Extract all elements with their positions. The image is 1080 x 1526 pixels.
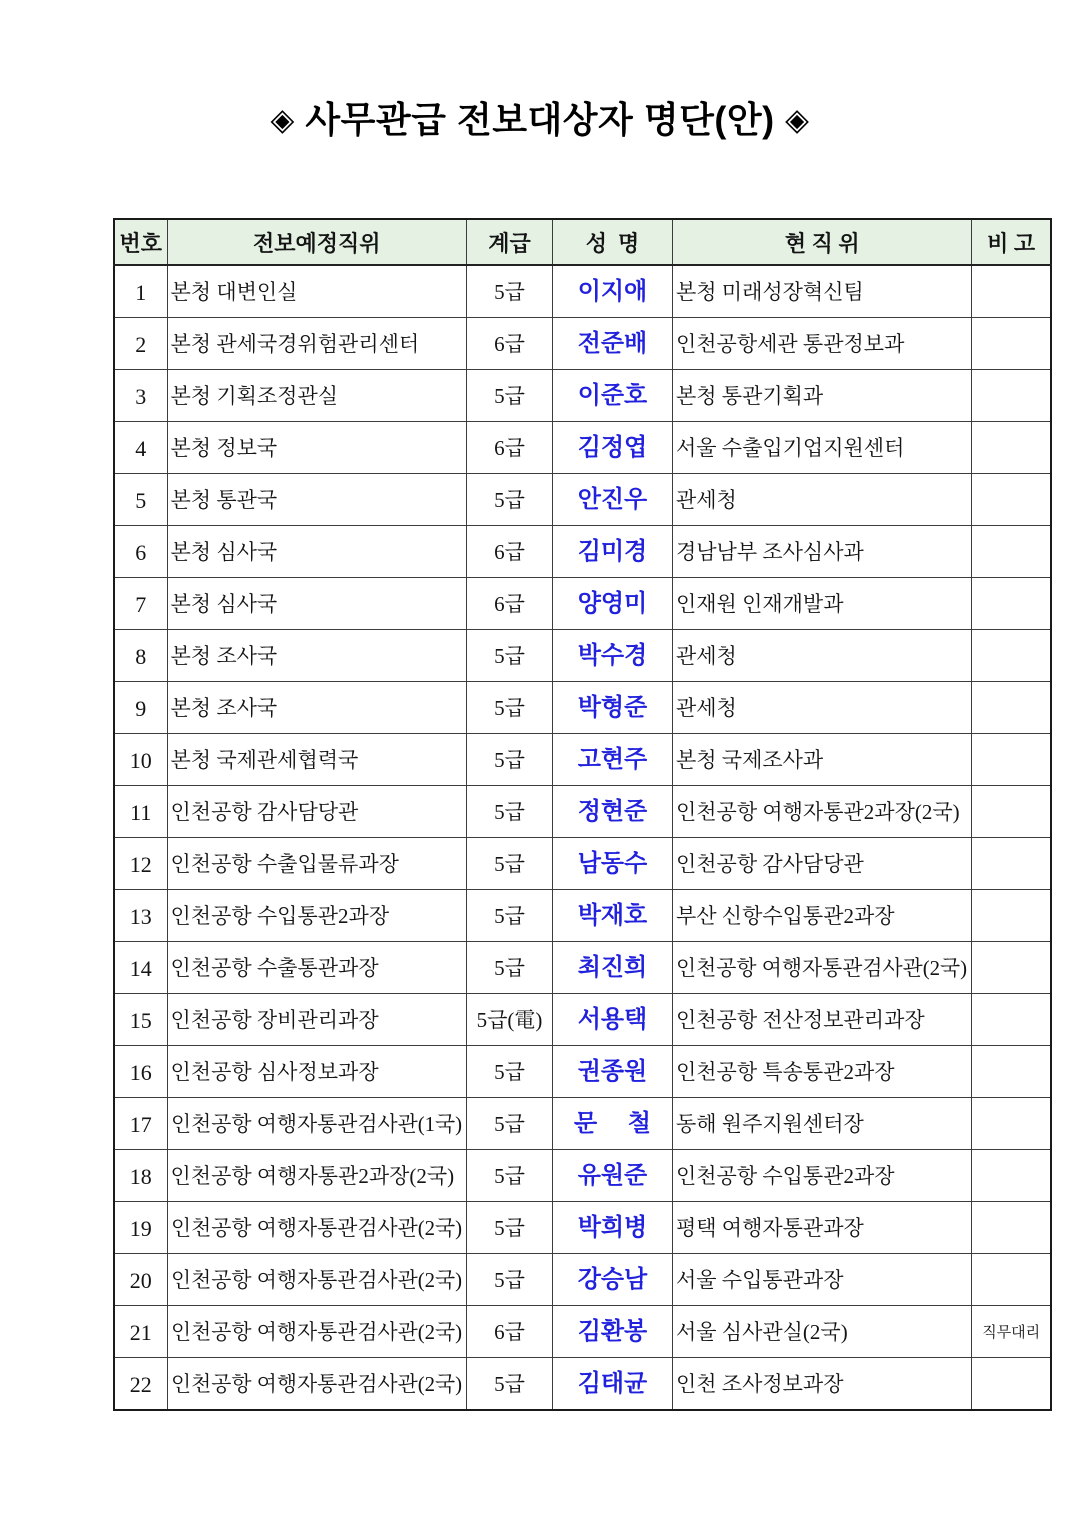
cell-remark bbox=[972, 682, 1051, 734]
transfer-list-table bbox=[113, 218, 1052, 1411]
cell-name bbox=[552, 890, 672, 942]
table-row bbox=[114, 838, 1051, 890]
cell-current-position bbox=[672, 526, 971, 578]
table-row bbox=[114, 265, 1051, 318]
person-name: 유원준 bbox=[577, 1161, 648, 1189]
cell-current-position bbox=[672, 786, 971, 838]
cell-planned-position bbox=[167, 1150, 466, 1202]
cell-planned-position bbox=[167, 474, 466, 526]
rank: 5급 bbox=[494, 1164, 525, 1189]
cell-planned-position bbox=[167, 1046, 466, 1098]
person-name: 박수경 bbox=[577, 641, 648, 669]
planned-position: 본청 정보국 bbox=[170, 436, 278, 461]
current-position: 동해 원주지원센터장 bbox=[675, 1112, 864, 1137]
cell-planned-position bbox=[167, 265, 466, 318]
planned-position: 인천공항 수출입물류과장 bbox=[170, 852, 399, 877]
cell-name bbox=[552, 630, 672, 682]
rank: 5급 bbox=[494, 800, 525, 825]
person-name: 전준배 bbox=[577, 329, 648, 357]
column-header-remarks bbox=[972, 219, 1051, 265]
cell-number bbox=[114, 786, 167, 838]
current-position: 인천공항 감사담당관 bbox=[675, 852, 864, 877]
cell-current-position bbox=[672, 318, 971, 370]
cell-planned-position bbox=[167, 1202, 466, 1254]
person-name: 서용택 bbox=[577, 1005, 648, 1033]
table-row bbox=[114, 1254, 1051, 1306]
cell-remark bbox=[972, 1202, 1051, 1254]
cell-current-position bbox=[672, 1046, 971, 1098]
title-spacer bbox=[295, 99, 306, 140]
cell-number bbox=[114, 1306, 167, 1358]
cell-planned-position bbox=[167, 370, 466, 422]
cell-rank bbox=[466, 578, 552, 630]
cell-rank bbox=[466, 526, 552, 578]
current-position: 서울 심사관실(2국) bbox=[675, 1320, 848, 1345]
rank: 5급 bbox=[494, 1372, 525, 1397]
table-row bbox=[114, 1306, 1051, 1358]
table-row bbox=[114, 474, 1051, 526]
cell-name bbox=[552, 526, 672, 578]
cell-current-position bbox=[672, 1358, 971, 1411]
cell-planned-position bbox=[167, 1358, 466, 1411]
person-name: 박희병 bbox=[577, 1213, 648, 1241]
row-number: 1 bbox=[135, 279, 147, 305]
row-number: 11 bbox=[130, 799, 152, 825]
cell-current-position bbox=[672, 1150, 971, 1202]
cell-number bbox=[114, 578, 167, 630]
current-position: 관세청 bbox=[675, 644, 737, 669]
table-row bbox=[114, 890, 1051, 942]
cell-name bbox=[552, 734, 672, 786]
row-number: 12 bbox=[129, 851, 152, 877]
current-position: 서울 수입통관과장 bbox=[675, 1268, 844, 1293]
cell-planned-position bbox=[167, 1306, 466, 1358]
cell-number bbox=[114, 1254, 167, 1306]
cell-current-position bbox=[672, 578, 971, 630]
person-name: 문 철 bbox=[573, 1109, 651, 1137]
column-header-rank-label: 계급 bbox=[488, 230, 531, 256]
planned-position: 인천공항 심사정보과장 bbox=[170, 1060, 379, 1085]
row-number: 17 bbox=[129, 1111, 152, 1137]
rank: 5급 bbox=[494, 748, 525, 773]
rank: 5급 bbox=[494, 1112, 525, 1137]
cell-current-position bbox=[672, 370, 971, 422]
rank: 5급 bbox=[494, 904, 525, 929]
row-number: 6 bbox=[135, 539, 147, 565]
planned-position: 인천공항 여행자통관2과장(2국) bbox=[170, 1164, 455, 1189]
current-position: 부산 신항수입통관2과장 bbox=[675, 904, 895, 929]
planned-position: 인천공항 여행자통관검사관(2국) bbox=[170, 1216, 462, 1241]
cell-remark bbox=[972, 1254, 1051, 1306]
row-number: 9 bbox=[135, 695, 147, 721]
row-number: 2 bbox=[135, 331, 147, 357]
cell-number bbox=[114, 994, 167, 1046]
cell-number bbox=[114, 1046, 167, 1098]
row-number: 14 bbox=[129, 955, 152, 981]
rank: 5급 bbox=[494, 384, 525, 409]
planned-position: 본청 국제관세협력국 bbox=[170, 748, 359, 773]
cell-name bbox=[552, 786, 672, 838]
cell-name bbox=[552, 318, 672, 370]
cell-current-position bbox=[672, 890, 971, 942]
row-number: 10 bbox=[129, 747, 152, 773]
table-row bbox=[114, 994, 1051, 1046]
column-header-name bbox=[552, 219, 672, 265]
table-row bbox=[114, 1150, 1051, 1202]
person-name: 박재호 bbox=[577, 901, 648, 929]
cell-current-position bbox=[672, 994, 971, 1046]
cell-planned-position bbox=[167, 1098, 466, 1150]
planned-position: 본청 심사국 bbox=[170, 592, 278, 617]
row-number: 7 bbox=[135, 591, 147, 617]
row-number: 5 bbox=[135, 487, 147, 513]
row-number: 20 bbox=[129, 1267, 152, 1293]
cell-rank bbox=[466, 630, 552, 682]
person-name: 양영미 bbox=[577, 589, 648, 617]
cell-rank bbox=[466, 1098, 552, 1150]
table-row bbox=[114, 630, 1051, 682]
table-row bbox=[114, 786, 1051, 838]
rank: 6급 bbox=[494, 332, 525, 357]
cell-current-position bbox=[672, 682, 971, 734]
cell-number bbox=[114, 838, 167, 890]
person-name: 안진우 bbox=[577, 485, 648, 513]
person-name: 남동수 bbox=[577, 849, 648, 877]
page-title-text: 사무관급 전보대상자 명단(안) bbox=[305, 99, 775, 140]
person-name: 김미경 bbox=[577, 537, 648, 565]
cell-remark bbox=[972, 630, 1051, 682]
cell-planned-position bbox=[167, 630, 466, 682]
table-row bbox=[114, 734, 1051, 786]
current-position: 본청 국제조사과 bbox=[675, 748, 824, 773]
current-position: 인천공항 여행자통관2과장(2국) bbox=[675, 800, 960, 825]
cell-remark bbox=[972, 1098, 1051, 1150]
remark: 직무대리 bbox=[982, 1324, 1041, 1341]
cell-remark bbox=[972, 318, 1051, 370]
person-name: 박형준 bbox=[577, 693, 648, 721]
cell-number bbox=[114, 1098, 167, 1150]
cell-rank bbox=[466, 942, 552, 994]
cell-number bbox=[114, 1202, 167, 1254]
cell-rank bbox=[466, 1150, 552, 1202]
cell-planned-position bbox=[167, 682, 466, 734]
current-position: 인천공항 특송통관2과장 bbox=[675, 1060, 895, 1085]
cell-name bbox=[552, 265, 672, 318]
cell-remark bbox=[972, 526, 1051, 578]
person-name: 강승남 bbox=[577, 1265, 648, 1293]
table-row bbox=[114, 1202, 1051, 1254]
row-number: 19 bbox=[129, 1215, 152, 1241]
cell-name bbox=[552, 1254, 672, 1306]
row-number: 13 bbox=[129, 903, 152, 929]
cell-current-position bbox=[672, 1254, 971, 1306]
column-header-number-label: 번호 bbox=[119, 230, 162, 256]
rank: 5급 bbox=[494, 956, 525, 981]
cell-planned-position bbox=[167, 318, 466, 370]
cell-remark bbox=[972, 734, 1051, 786]
column-header-current-position-label: 현 직 위 bbox=[784, 230, 860, 256]
planned-position: 본청 심사국 bbox=[170, 540, 278, 565]
planned-position: 인천공항 수입통관2과장 bbox=[170, 904, 390, 929]
cell-planned-position bbox=[167, 578, 466, 630]
cell-name bbox=[552, 422, 672, 474]
cell-remark bbox=[972, 422, 1051, 474]
cell-rank bbox=[466, 734, 552, 786]
planned-position: 인천공항 여행자통관검사관(2국) bbox=[170, 1372, 462, 1397]
planned-position: 본청 통관국 bbox=[170, 488, 278, 513]
cell-rank bbox=[466, 265, 552, 318]
cell-planned-position bbox=[167, 734, 466, 786]
person-name: 김환봉 bbox=[577, 1317, 648, 1345]
cell-current-position bbox=[672, 1098, 971, 1150]
table-row bbox=[114, 1098, 1051, 1150]
cell-name bbox=[552, 1046, 672, 1098]
rank: 5급(電) bbox=[476, 1008, 543, 1033]
column-header-planned-position-label: 전보예정직위 bbox=[252, 230, 381, 256]
person-name: 이지애 bbox=[577, 277, 648, 305]
cell-rank bbox=[466, 786, 552, 838]
cell-name bbox=[552, 994, 672, 1046]
cell-current-position bbox=[672, 265, 971, 318]
rank: 5급 bbox=[494, 1216, 525, 1241]
table-row bbox=[114, 1358, 1051, 1411]
cell-remark bbox=[972, 1358, 1051, 1411]
cell-name bbox=[552, 942, 672, 994]
cell-number bbox=[114, 422, 167, 474]
cell-remark bbox=[972, 1046, 1051, 1098]
cell-number bbox=[114, 1150, 167, 1202]
cell-rank bbox=[466, 318, 552, 370]
current-position: 서울 수출입기업지원센터 bbox=[675, 436, 905, 461]
cell-rank bbox=[466, 1306, 552, 1358]
cell-remark bbox=[972, 265, 1051, 318]
table-row bbox=[114, 682, 1051, 734]
row-number: 21 bbox=[129, 1319, 152, 1345]
cell-number bbox=[114, 474, 167, 526]
cell-number bbox=[114, 890, 167, 942]
planned-position: 인천공항 여행자통관검사관(1국) bbox=[170, 1112, 462, 1137]
cell-rank bbox=[466, 1046, 552, 1098]
table-row bbox=[114, 422, 1051, 474]
cell-number bbox=[114, 942, 167, 994]
diamond-icon: ◈ bbox=[270, 102, 295, 137]
table-row bbox=[114, 942, 1051, 994]
row-number: 3 bbox=[135, 383, 147, 409]
current-position: 인재원 인재개발과 bbox=[675, 592, 844, 617]
column-header-rank bbox=[466, 219, 552, 265]
table-body bbox=[114, 265, 1051, 1410]
diamond-icon: ◈ bbox=[785, 102, 810, 137]
person-name: 고현주 bbox=[577, 745, 648, 773]
rank: 5급 bbox=[494, 280, 525, 305]
cell-name bbox=[552, 1358, 672, 1411]
cell-name bbox=[552, 1306, 672, 1358]
cell-current-position bbox=[672, 838, 971, 890]
planned-position: 본청 기획조정관실 bbox=[170, 384, 339, 409]
table-row bbox=[114, 1046, 1051, 1098]
current-position: 본청 통관기획과 bbox=[675, 384, 824, 409]
planned-position: 인천공항 장비관리과장 bbox=[170, 1008, 379, 1033]
cell-planned-position bbox=[167, 1254, 466, 1306]
planned-position: 본청 관세국경위험관리센터 bbox=[170, 332, 420, 357]
cell-number bbox=[114, 265, 167, 318]
current-position: 본청 미래성장혁신팀 bbox=[675, 280, 864, 305]
planned-position: 인천공항 여행자통관검사관(2국) bbox=[170, 1320, 462, 1345]
current-position: 인천공항 여행자통관검사관(2국) bbox=[675, 956, 968, 981]
cell-remark bbox=[972, 838, 1051, 890]
cell-name bbox=[552, 1098, 672, 1150]
current-position: 경남남부 조사심사과 bbox=[675, 540, 864, 565]
current-position: 평택 여행자통관과장 bbox=[675, 1216, 864, 1241]
person-name: 권종원 bbox=[577, 1057, 648, 1085]
cell-name bbox=[552, 474, 672, 526]
rank: 6급 bbox=[494, 436, 525, 461]
rank: 5급 bbox=[494, 644, 525, 669]
person-name: 김태균 bbox=[577, 1369, 648, 1397]
rank: 6급 bbox=[494, 592, 525, 617]
cell-remark bbox=[972, 786, 1051, 838]
cell-current-position bbox=[672, 942, 971, 994]
person-name: 김정엽 bbox=[577, 433, 648, 461]
table-row bbox=[114, 318, 1051, 370]
person-name: 정현준 bbox=[577, 797, 648, 825]
cell-name bbox=[552, 1150, 672, 1202]
title-spacer bbox=[775, 99, 786, 140]
cell-name bbox=[552, 370, 672, 422]
planned-position: 인천공항 수출통관과장 bbox=[170, 956, 379, 981]
row-number: 8 bbox=[135, 643, 147, 669]
table-row bbox=[114, 370, 1051, 422]
cell-planned-position bbox=[167, 942, 466, 994]
rank: 5급 bbox=[494, 852, 525, 877]
cell-rank bbox=[466, 682, 552, 734]
current-position: 관세청 bbox=[675, 488, 737, 513]
cell-current-position bbox=[672, 474, 971, 526]
row-number: 18 bbox=[129, 1163, 152, 1189]
rank: 5급 bbox=[494, 1060, 525, 1085]
column-header-planned-position bbox=[167, 219, 466, 265]
cell-rank bbox=[466, 422, 552, 474]
cell-rank bbox=[466, 1202, 552, 1254]
rank: 5급 bbox=[494, 1268, 525, 1293]
cell-remark bbox=[972, 1150, 1051, 1202]
current-position: 인천공항세관 통관정보과 bbox=[675, 332, 905, 357]
column-header-current-position bbox=[672, 219, 971, 265]
cell-number bbox=[114, 734, 167, 786]
cell-rank bbox=[466, 838, 552, 890]
row-number: 15 bbox=[129, 1007, 152, 1033]
cell-number bbox=[114, 682, 167, 734]
column-header-number bbox=[114, 219, 167, 265]
rank: 6급 bbox=[494, 540, 525, 565]
cell-name bbox=[552, 838, 672, 890]
page-title bbox=[0, 92, 1080, 143]
rank: 5급 bbox=[494, 696, 525, 721]
cell-current-position bbox=[672, 1306, 971, 1358]
planned-position: 본청 대변인실 bbox=[170, 280, 298, 305]
row-number: 16 bbox=[129, 1059, 152, 1085]
current-position: 관세청 bbox=[675, 696, 737, 721]
cell-planned-position bbox=[167, 422, 466, 474]
cell-remark bbox=[972, 474, 1051, 526]
cell-current-position bbox=[672, 1202, 971, 1254]
current-position: 인천 조사정보과장 bbox=[675, 1372, 844, 1397]
cell-name bbox=[552, 1202, 672, 1254]
table-header-row bbox=[114, 219, 1051, 265]
planned-position: 본청 조사국 bbox=[170, 696, 278, 721]
cell-name bbox=[552, 578, 672, 630]
planned-position: 본청 조사국 bbox=[170, 644, 278, 669]
current-position: 인천공항 수입통관2과장 bbox=[675, 1164, 895, 1189]
cell-current-position bbox=[672, 422, 971, 474]
current-position: 인천공항 전산정보관리과장 bbox=[675, 1008, 925, 1033]
table-row bbox=[114, 526, 1051, 578]
cell-remark bbox=[972, 942, 1051, 994]
column-header-remarks-label: 비 고 bbox=[987, 230, 1036, 256]
cell-planned-position bbox=[167, 786, 466, 838]
cell-rank bbox=[466, 1358, 552, 1411]
cell-planned-position bbox=[167, 890, 466, 942]
cell-rank bbox=[466, 890, 552, 942]
cell-rank bbox=[466, 1254, 552, 1306]
cell-rank bbox=[466, 994, 552, 1046]
cell-current-position bbox=[672, 630, 971, 682]
cell-number bbox=[114, 526, 167, 578]
cell-remark bbox=[972, 578, 1051, 630]
cell-current-position bbox=[672, 734, 971, 786]
cell-number bbox=[114, 630, 167, 682]
planned-position: 인천공항 감사담당관 bbox=[170, 800, 359, 825]
person-name: 최진희 bbox=[577, 953, 648, 981]
cell-planned-position bbox=[167, 838, 466, 890]
cell-number bbox=[114, 370, 167, 422]
planned-position: 인천공항 여행자통관검사관(2국) bbox=[170, 1268, 462, 1293]
cell-remark bbox=[972, 994, 1051, 1046]
cell-number bbox=[114, 318, 167, 370]
cell-planned-position bbox=[167, 526, 466, 578]
row-number: 22 bbox=[129, 1371, 152, 1397]
person-name: 이준호 bbox=[577, 381, 648, 409]
row-number: 4 bbox=[135, 435, 147, 461]
cell-name bbox=[552, 682, 672, 734]
cell-number bbox=[114, 1358, 167, 1411]
column-header-name-label: 성 명 bbox=[585, 230, 640, 256]
cell-remark bbox=[972, 890, 1051, 942]
cell-remark bbox=[972, 1306, 1051, 1358]
table-row bbox=[114, 578, 1051, 630]
cell-planned-position bbox=[167, 994, 466, 1046]
rank: 5급 bbox=[494, 488, 525, 513]
rank: 6급 bbox=[494, 1320, 525, 1345]
cell-rank bbox=[466, 370, 552, 422]
cell-remark bbox=[972, 370, 1051, 422]
cell-rank bbox=[466, 474, 552, 526]
